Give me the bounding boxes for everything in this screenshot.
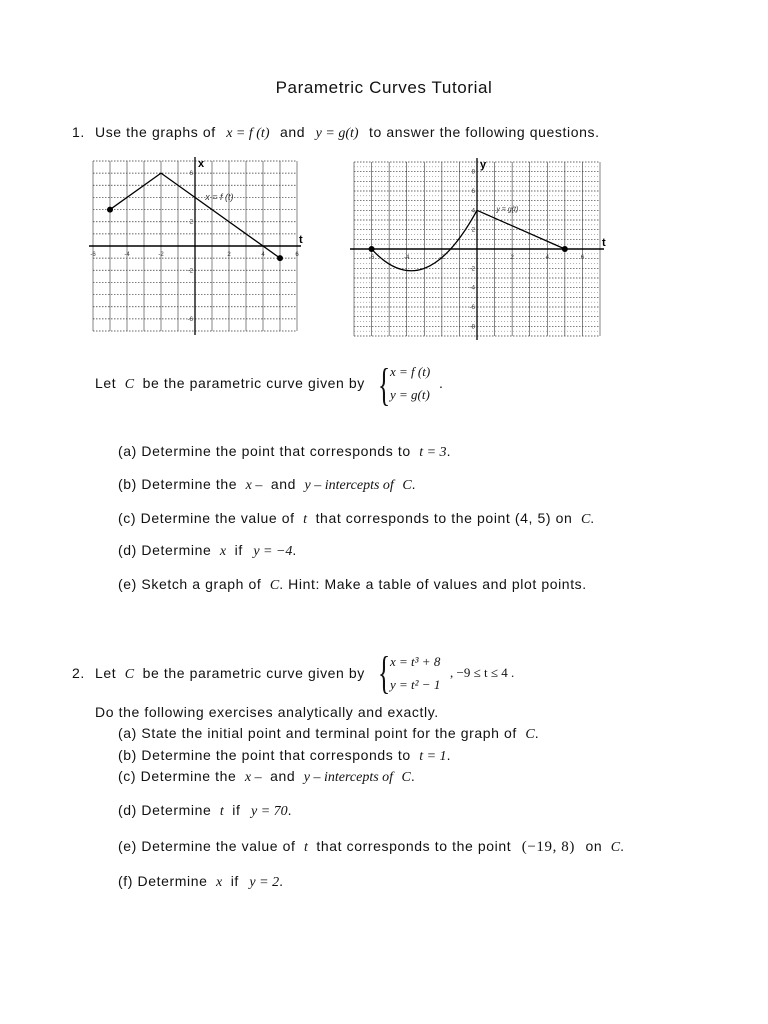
p2-part-b-label: (b) Determine the point that corresponds to: [118, 747, 411, 763]
problem2-part-e: [118, 838, 625, 856]
part-b-math2: y – intercepts of: [304, 478, 394, 493]
part-d-math: x: [219, 544, 227, 559]
y-tick-label: -2: [187, 268, 193, 275]
let-text-2: Let: [95, 665, 117, 681]
p2-part-e-math2: (−19, 8): [521, 839, 575, 855]
graph-f-of-t: [88, 155, 303, 335]
intro-and: and: [279, 124, 306, 140]
x-tick-label: -6: [368, 255, 375, 261]
problem1-intro: [95, 124, 600, 142]
p2-part-c-math2: y – intercepts of: [303, 770, 394, 785]
y-tick-label: -2: [469, 266, 475, 273]
endpoint-dot: [369, 246, 375, 252]
be-text-2: be the parametric curve given by: [142, 665, 365, 681]
p2-part-f-math2: y = 2: [249, 875, 280, 890]
x-tick-label: 2: [227, 252, 231, 258]
system2-line2: y = t² − 1: [390, 677, 441, 692]
p2-part-e-math3: C: [610, 840, 621, 855]
part-d-tail: .: [292, 542, 297, 558]
axis-label-t: t: [602, 237, 606, 249]
p2-part-e-label: (e) Determine the value of: [118, 838, 296, 854]
p2-part-c-math: x –: [244, 770, 262, 785]
problem2-number: 2.: [72, 665, 85, 681]
intro-after: to answer the following questions.: [369, 124, 600, 140]
p2-part-d-math2: y = 70: [250, 804, 288, 819]
part-b-tail: .: [411, 476, 417, 492]
p2-part-d-label: (d) Determine: [118, 802, 212, 818]
y-tick-label: 4: [471, 208, 475, 215]
x-tick-label: 6: [580, 255, 585, 261]
p2-part-b-tail: .: [446, 747, 452, 763]
problem2-instruction: Do the following exercises analytically and exactly.: [95, 704, 439, 720]
system1-line2: y = g(t): [390, 387, 430, 402]
part-a-label: (a) Determine the point that corresponds to: [118, 443, 411, 459]
p2-part-f-math: x: [215, 875, 223, 890]
problem2-part-c: [118, 768, 415, 786]
x-tick-label: -2: [158, 252, 164, 258]
part-d-mid: if: [234, 542, 243, 558]
part-a-math: t = 3: [419, 445, 447, 460]
system2-line1: x = t³ + 8: [390, 654, 441, 669]
part-e-label: (e) Sketch a graph of: [118, 576, 262, 592]
x-tick-label: 4: [545, 255, 549, 261]
part-c-math2: C: [580, 512, 591, 527]
part-b-math: x –: [245, 478, 263, 493]
x-tick-label: -2: [439, 255, 445, 261]
p2-part-c-label: (c) Determine the: [118, 768, 237, 784]
p2-part-f-mid: if: [230, 873, 239, 889]
p2-part-d-tail: .: [287, 802, 293, 818]
problem2-part-a: [118, 725, 539, 743]
y-tick-label: -4: [469, 285, 475, 292]
x-tick-label: -6: [90, 252, 96, 258]
curve-path: [372, 210, 565, 273]
p2-part-d-mid: if: [232, 802, 241, 818]
p2-part-a-math: C: [525, 727, 535, 742]
problem1-number: 1.: [72, 124, 85, 140]
system1-line1: x = f (t): [390, 364, 431, 379]
eq-x-f-t: x = f (t): [226, 126, 270, 141]
part-b-mid: and: [270, 476, 297, 492]
system-brace-2: {: [378, 647, 391, 698]
p2-part-f-tail: .: [279, 873, 284, 889]
y-tick-label: -8: [469, 324, 475, 331]
x-tick-label: 6: [295, 252, 299, 258]
p2-part-e-mid2: on: [585, 838, 603, 854]
axis-label-vertical: x: [198, 158, 205, 170]
p2-part-b-math: t = 1: [419, 749, 447, 764]
p2-part-d-math: t: [219, 804, 224, 819]
curve-name-2: C: [124, 667, 135, 682]
series-label: x = f (t): [205, 191, 234, 202]
graph1-axes: [89, 157, 303, 335]
system-brace-1: {: [378, 359, 391, 410]
y-tick-label: -6: [187, 316, 193, 323]
problem1-part-a: [118, 443, 451, 461]
p2-part-e-math: t: [303, 840, 308, 855]
be-text: be the parametric curve given by: [142, 375, 365, 391]
p2-part-c-tail: .: [410, 768, 416, 784]
part-c-tail: .: [590, 510, 595, 526]
part-c-mid: that corresponds to the point (4, 5) on: [315, 510, 573, 526]
y-tick-label: 6: [189, 171, 193, 178]
part-d-math2: y = −4: [253, 544, 293, 559]
part-e-math: C: [269, 578, 280, 593]
part-d-label: (d) Determine: [118, 542, 212, 558]
series-label: y = g(t): [496, 206, 519, 214]
y-tick-label: 6: [471, 189, 475, 195]
graph-g-of-t: [350, 158, 605, 340]
x-tick-label: -4: [124, 252, 130, 258]
y-tick-label: 2: [189, 219, 193, 226]
axis-label-t: t: [299, 234, 303, 246]
p2-part-a-tail: .: [534, 725, 540, 741]
let-text: Let: [95, 375, 117, 391]
eq-y-g-t: y = g(t): [315, 126, 359, 141]
part-e-tail: . Hint: Make a table of values and plot points.: [279, 576, 587, 592]
p2-part-e-tail: .: [620, 838, 625, 854]
part-c-math: t: [303, 512, 308, 527]
problem2-part-f: [118, 873, 284, 891]
part-b-label: (b) Determine the: [118, 476, 238, 492]
problem2-part-d: [118, 802, 292, 820]
problem2-part-b: [118, 747, 451, 765]
part-b-math3: C: [402, 478, 412, 493]
system1-period: .: [439, 375, 444, 391]
graph2-curve: [369, 210, 568, 273]
y-tick-label: 2: [471, 227, 475, 234]
page-title: Parametric Curves Tutorial: [275, 78, 493, 97]
p2-part-a-label: (a) State the initial point and terminal point for the graph of: [118, 725, 517, 741]
axis-label-vertical: y: [480, 159, 487, 171]
endpoint-dot: [277, 255, 283, 261]
problem2-let-line: [95, 665, 365, 683]
y-tick-label: 8: [471, 169, 475, 176]
intro-before: Use the graphs of: [95, 124, 216, 140]
x-tick-label: 2: [510, 255, 514, 261]
problem1-part-c: [118, 510, 595, 528]
problem1-part-d: [118, 542, 297, 560]
p2-part-e-mid: that corresponds to the point: [316, 838, 512, 854]
p2-part-f-label: (f) Determine: [118, 873, 208, 889]
problem1-part-e: [118, 576, 587, 594]
problem1-let-line: [95, 375, 365, 393]
y-tick-label: -6: [469, 305, 475, 311]
p2-part-c-mid: and: [270, 768, 296, 784]
p2-part-c-math3: C: [401, 770, 411, 785]
part-a-tail: .: [446, 443, 452, 459]
endpoint-dot: [107, 207, 113, 213]
x-tick-label: 4: [261, 252, 265, 258]
x-tick-label: -4: [404, 255, 410, 261]
problem1-part-b: [118, 476, 416, 494]
system2-domain: , −9 ≤ t ≤ 4 .: [450, 665, 515, 680]
curve-name: C: [124, 377, 135, 392]
endpoint-dot: [562, 246, 568, 252]
part-c-label: (c) Determine the value of: [118, 510, 295, 526]
